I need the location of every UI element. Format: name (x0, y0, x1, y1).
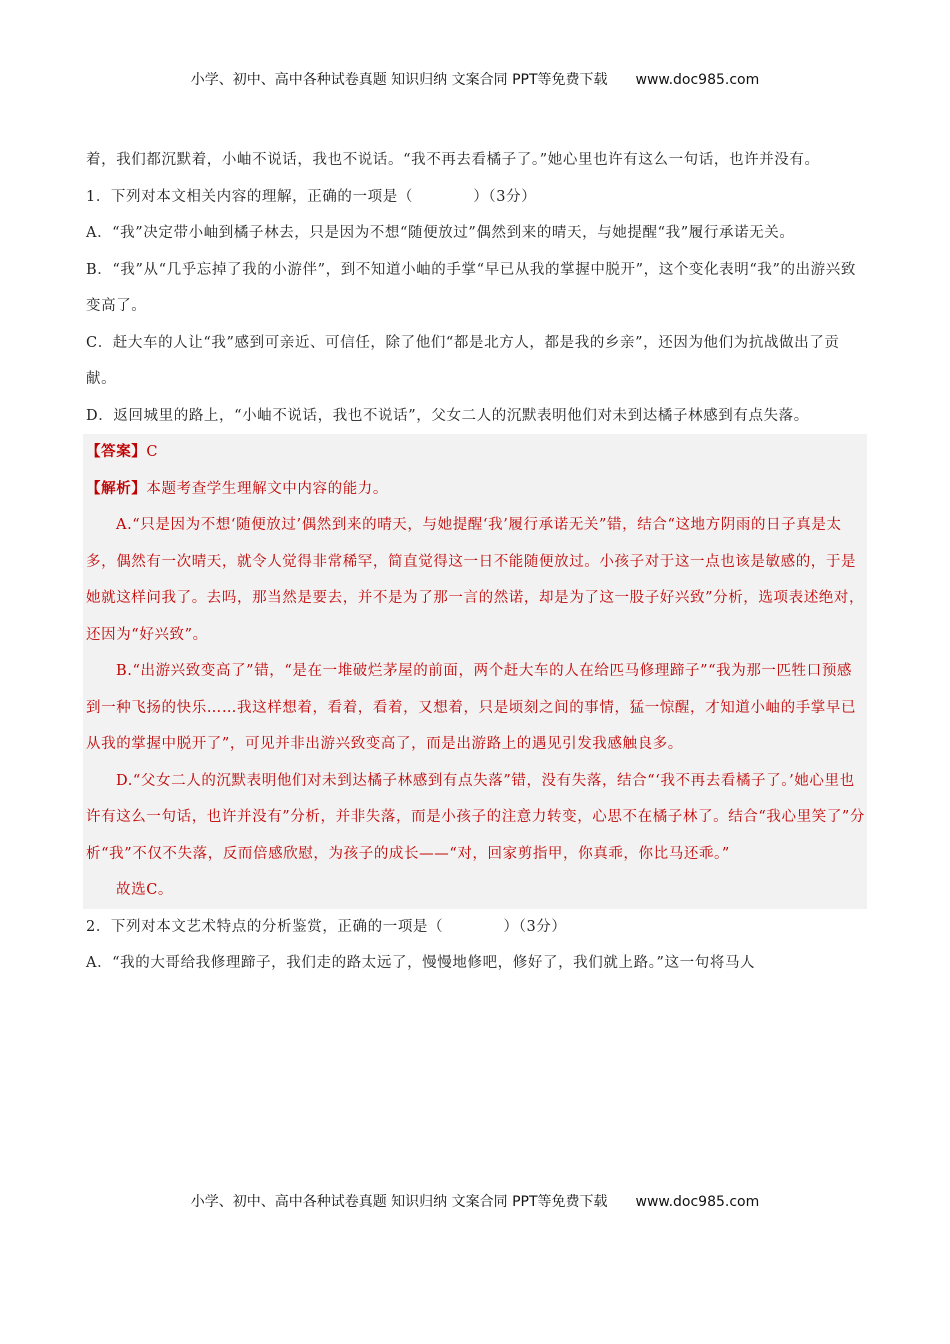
analysis-conclusion: 故选C。 (116, 882, 173, 898)
footer-text: 小学、初中、高中各种试卷真题 知识归纳 文案合同 PPT等免费下载 (190, 1194, 608, 1210)
analysis-intro: 本题考查学生理解文中内容的能力。 (146, 480, 389, 497)
document-body (86, 142, 864, 982)
header-text: 小学、初中、高中各种试卷真题 知识归纳 文案合同 PPT等免费下载 (190, 72, 608, 88)
answer-value: C (146, 444, 159, 460)
answer-label: 【答案】 (86, 443, 147, 460)
answer-line (86, 434, 867, 471)
footer-url: www.doc985.com (635, 1194, 760, 1210)
page-footer (0, 1191, 950, 1211)
question-1-option-d: D．返回城里的路上，“小岫不说话，我也不说话”，父女二人的沉默表明他们对未到达橘子林感到有点失落。 (86, 407, 809, 424)
answer-box (83, 434, 867, 909)
question-2-option-a: A．“我的大哥给我修理蹄子，我们走的路太远了，慢慢地修吧，修好了，我们就上路。”这一句将马人 (86, 955, 756, 971)
analysis-option-d: D.“父女二人的沉默表明他们对未到达橘子林感到有点失落”错，没有失落，结合“‘我不再去看橘子了。’她心里也许有这么一句话，也许并没有”分析，并非失落，而是小孩子的注意力转变，心思不在橘子林了。结合“我心里笑了”分析“我”不仅不失落，反而倍感欣慰，为孩子的成长——“对，回家剪指甲，你真乖，你比马还乖。” (86, 772, 866, 862)
analysis-option-a: A.“只是因为不想‘随便放过’偶然到来的晴天，与她提醒‘我’履行承诺无关”错，结合“这地方阴雨的日子真是太多，偶然有一次晴天，就令人觉得非常稀罕，简直觉得这一日不能随便放过。小孩子对于这一点也该是敏感的，于是她就这样问我了。去吗，那当然是要去，并不是为了那一言的然诺，却是为了这一股子好兴致”分析，选项表述绝对，还因为“好兴致”。 (86, 517, 865, 643)
question-1-option-c: C．赶大车的人让“我”感到可亲近、可信任，除了他们“都是北方人，都是我的乡亲”，还因为他们为抗战做出了贡献。 (86, 334, 840, 387)
analysis-label: 【解析】 (86, 479, 147, 497)
question-1-option-b: B．“我”从“几乎忘掉了我的小游伴”，到不知道小岫的手掌“早已从我的掌握中脱开”，这个变化表明“我”的出游兴致变高了。 (86, 261, 856, 314)
question-2-stem: 2．下列对本文艺术特点的分析鉴赏，正确的一项是（ ）（3分） (86, 918, 567, 935)
analysis-line (86, 471, 867, 508)
analysis-option-b: B.“出游兴致变高了”错，“是在一堆破烂茅屋的前面，两个赶大车的人在给匹马修理蹄子”“我为那一匹牲口预感到一种飞扬的快乐……我这样想着，看着，看着，又想着，只是顷刻之间的事情，猛一惊醒，才知道小岫的手掌早已从我的掌握中脱开了”，可见并非出游兴致变高了，而是出游路上的遇见引发我感触良多。 (86, 663, 857, 752)
question-1-stem: 1．下列对本文相关内容的理解，正确的一项是（ ）（3分） (86, 188, 537, 205)
page-header (0, 69, 950, 89)
header-url: www.doc985.com (635, 72, 760, 88)
question-1-option-a: A．“我”决定带小岫到橘子林去，只是因为不想“随便放过”偶然到来的晴天，与她提醒“我”履行承诺无关。 (86, 225, 795, 241)
passage-tail: 着，我们都沉默着，小岫不说话，我也不说话。“我不再去看橘子了。”她心里也许有这么一句话，也许并没有。 (86, 152, 820, 168)
